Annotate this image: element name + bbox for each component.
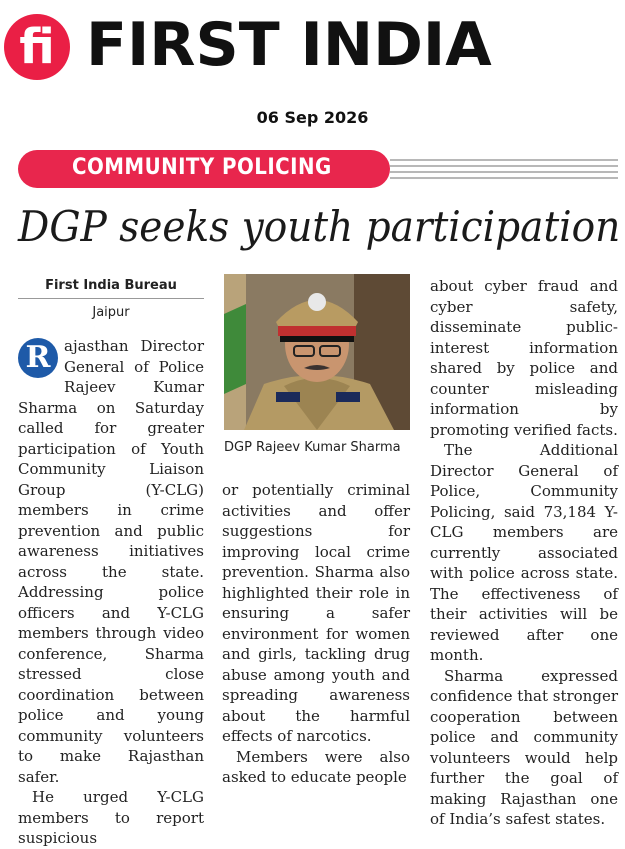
article-paragraph: Members were also asked to educate people: [222, 747, 410, 786]
article-paragraph: about cyber fraud and cyber safety, disseminate public-interest information shared by police and counter misleading information by promoting verified facts.: [430, 277, 618, 439]
article-column-3: [430, 276, 618, 830]
paragraph-text: ajasthan Director General of Police Rajeev Kumar Sharma on Saturday called for greater participation of Youth Community Liaison Group (Y-CLG) members in crime prevention and public awareness initiatives across the state. Addressing police officers and Y-CLG members through video conference, Sharma stressed close coordination between police and young community volunteers to make Rajasthan safer.: [18, 337, 204, 786]
logo-letter: fi: [19, 19, 55, 75]
byline: [18, 278, 204, 320]
section-kicker-bar: [18, 150, 618, 190]
kicker-rules: [390, 159, 618, 183]
edition-date: 06 Sep 2026: [256, 108, 369, 127]
article-paragraph: He urged Y-CLG members to report suspicious: [18, 788, 204, 847]
rule-line: [390, 177, 618, 179]
rule-line: [390, 171, 618, 173]
brand-name: FIRST INDIA: [86, 10, 492, 80]
first-india-logo: [4, 14, 70, 80]
article-column-2: [222, 480, 410, 788]
masthead: [0, 0, 625, 105]
photo-caption: DGP Rajeev Kumar Sharma: [224, 440, 401, 455]
rule-line: [390, 159, 618, 161]
article-paragraph: [18, 336, 204, 787]
drop-cap: R: [18, 338, 58, 378]
byline-city: Jaipur: [92, 305, 130, 320]
article-paragraph: or potentially criminal activities and offer suggestions for improving local crime prevention. Sharma also highlighted their role in ensuring a safer environment for women and girls, tackling drug abuse among youth and spreading awareness about the harmful effects of narcotics.: [222, 481, 410, 745]
dgp-photo: [224, 274, 410, 430]
rule-line: [390, 165, 618, 167]
article-paragraph: The Additional Director General of Police, Community Policing, said 73,184 Y-CLG members are currently associated with police across state. The effectiveness of their activities will be reviewed after one month.: [430, 441, 618, 664]
article-column-1: [18, 336, 204, 849]
section-kicker-label: COMMUNITY POLICING: [72, 155, 332, 180]
officer-portrait-image: [224, 274, 410, 430]
byline-bureau: First India Bureau: [18, 278, 204, 299]
headline: DGP seeks youth participation: [18, 202, 621, 251]
section-kicker: [18, 150, 390, 188]
article-paragraph: Sharma expressed confidence that stronger cooperation between police and community volunteers would help further the goal of making Rajasthan one of India’s safest states.: [430, 666, 618, 828]
